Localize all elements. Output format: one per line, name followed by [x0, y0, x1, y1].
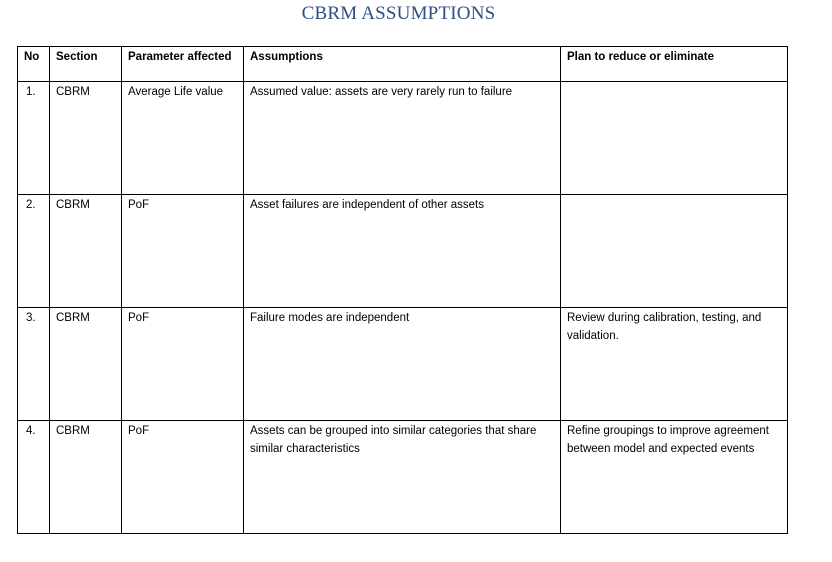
row-plan: [561, 82, 788, 195]
header-no: No: [18, 47, 50, 82]
row-plan: [561, 195, 788, 308]
row-parameter: Average Life value: [122, 82, 244, 195]
row-assumption: Assumed value: assets are very rarely run to failure: [244, 82, 561, 195]
row-section: CBRM: [50, 308, 122, 421]
row-assumption: Failure modes are independent: [244, 308, 561, 421]
row-section: CBRM: [50, 195, 122, 308]
row-assumption: Asset failures are independent of other assets: [244, 195, 561, 308]
row-parameter: PoF: [122, 195, 244, 308]
row-assumption: Assets can be grouped into similar categories that share similar characteristics: [244, 421, 561, 534]
header-parameter-affected: Parameter affected: [122, 47, 244, 82]
row-section: CBRM: [50, 421, 122, 534]
row-number: 2.: [18, 195, 50, 308]
row-parameter: PoF: [122, 308, 244, 421]
row-number: 3.: [18, 308, 50, 421]
header-section: Section: [50, 47, 122, 82]
header-assumptions: Assumptions: [244, 47, 561, 82]
assumptions-table: [17, 46, 788, 534]
row-plan: Review during calibration, testing, and validation.: [561, 308, 788, 421]
row-plan: Refine groupings to improve agreement between model and expected events: [561, 421, 788, 534]
table-row: [18, 195, 788, 308]
header-plan: Plan to reduce or eliminate: [561, 47, 788, 82]
table-row: [18, 308, 788, 421]
row-number: 4.: [18, 421, 50, 534]
document-title: CBRM ASSUMPTIONS: [301, 3, 496, 24]
table-row: [18, 421, 788, 534]
table-header-row: [18, 47, 788, 82]
table-row: [18, 82, 788, 195]
row-parameter: PoF: [122, 421, 244, 534]
row-section: CBRM: [50, 82, 122, 195]
row-number: 1.: [18, 82, 50, 195]
